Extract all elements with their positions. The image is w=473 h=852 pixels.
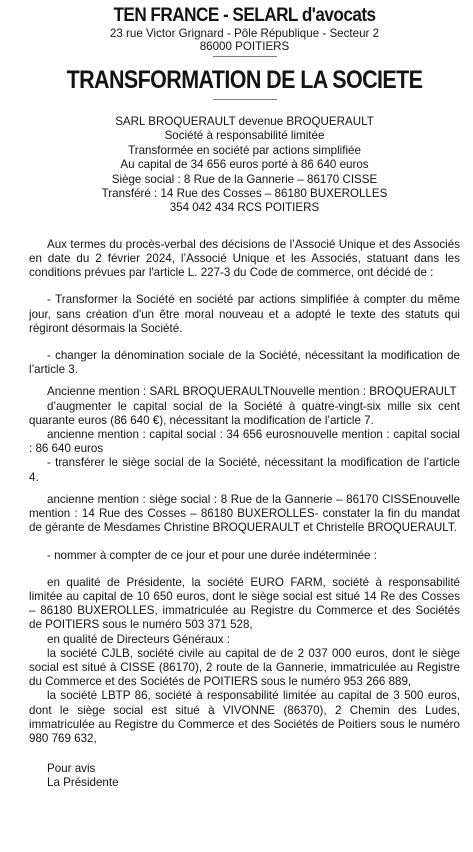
body-paragraph: ancienne mention : siège social : 8 Rue de la Gannerie – 86170 CISSEnouvelle mention : 14 Rue des Cosses – 86180 BUXEROLLES- constater la fin du mandat de gérante de Mesdames Christine BROQUERAULT et Christelle BROQUERAULT. <box>29 492 460 535</box>
title-divider <box>213 99 277 100</box>
notice-title: TRANSFORMATION DE LA SOCIETE <box>66 66 423 94</box>
body-paragraph: - Transformer la Société en société par actions simplifiée à compter du même jour, sans création d'un être moral nouveau et a adopté le texte des statuts qui régiront désormais la Société. <box>29 293 460 335</box>
company-seat: Siège social : 8 Rue de la Gannerie – 86170 CISSE <box>111 172 378 186</box>
body-paragraph: la société CJLB, société civile au capital de de 2 037 000 euros, dont le siège social est situé à CISSE (86170), 2 route de la Gannerie, immatriculée au Registre du Commerce et des Sociétés de POITIERS sous le numéro 953 266 889, <box>29 646 460 689</box>
firm-address-line2: 86000 POITIERS <box>199 40 290 53</box>
notice-body <box>29 238 460 746</box>
body-paragraph: ancienne mention : capital social : 34 656 eurosnouvelle mention : capital social : 86 640 euros <box>29 428 460 456</box>
company-transfer: Transféré : 14 Rue des Cosses – 86180 BUXEROLLES <box>101 187 388 201</box>
company-transformation: Transformée en société par actions simplifiée <box>128 143 361 157</box>
body-paragraph: Ancienne mention : SARL BROQUERAULTNouvelle mention : BROQUERAULT <box>47 385 457 399</box>
header-divider <box>213 56 277 57</box>
signature-block <box>29 762 460 790</box>
body-paragraph: - transférer le siège social de la Société, nécessitant la modification de l’article 4. <box>29 456 460 484</box>
company-block <box>29 115 460 216</box>
signature-line1: Pour avis <box>47 762 96 776</box>
company-form: Société à responsabilité limitée <box>164 129 325 143</box>
company-capital: Au capital de 34 656 euros porté à 86 640 euros <box>120 158 369 172</box>
body-paragraph: - changer la dénomination sociale de la Société, nécessitant la modification de l’article 3. <box>29 349 460 377</box>
body-paragraph: d’augmenter le capital social de la Société à quatre-vingt-six mille six cent quarante euros (86 640 €), nécessitant la modification de l’article 7. <box>29 399 460 427</box>
body-paragraph: la société LBTP 86, société à responsabilité limitée au capital de 3 500 euros, dont le siège social est situé à VIVONNE (86370), 2 Chemin des Ludes, immatriculée au Registre du Commerce et des Sociétés de Poitiers sous le numéro 980 769 632, <box>29 689 460 745</box>
company-rcs: 354 042 434 RCS POITIERS <box>169 201 320 215</box>
body-paragraph: - nommer à compter de ce jour et pour une durée indéterminée : <box>47 548 377 562</box>
firm-address-line1: 23 rue Victor Grignard - Pôle République - Secteur 2 <box>109 27 380 40</box>
body-paragraph: en qualité de Présidente, la société EURO FARM, société à responsabilité limitée au capital de 10 650 euros, dont le siège social est situé 14 Re des Cosses – 86180 BUXEROLLES, immatriculée au Registre du Commerce et des Sociétés de POITIERS sous le numéro 503 371 528, <box>29 575 460 632</box>
body-paragraph: Aux termes du procès-verbal des décisions de l’Associé Unique et des Associés en date du 2 février 2024, l’Associé Unique et les Associés, statuant dans les conditions prévues par l'article L. 227-3 du Code de commerce, ont décidé de : <box>29 237 460 280</box>
signature-line2: La Présidente <box>47 776 119 790</box>
body-paragraph: en qualité de Directeurs Généraux : <box>47 632 231 646</box>
company-name: SARL BROQUERAULT devenue BROQUERAULT <box>115 115 374 128</box>
firm-name: TEN FRANCE - SELARL d'avocats <box>113 4 376 26</box>
